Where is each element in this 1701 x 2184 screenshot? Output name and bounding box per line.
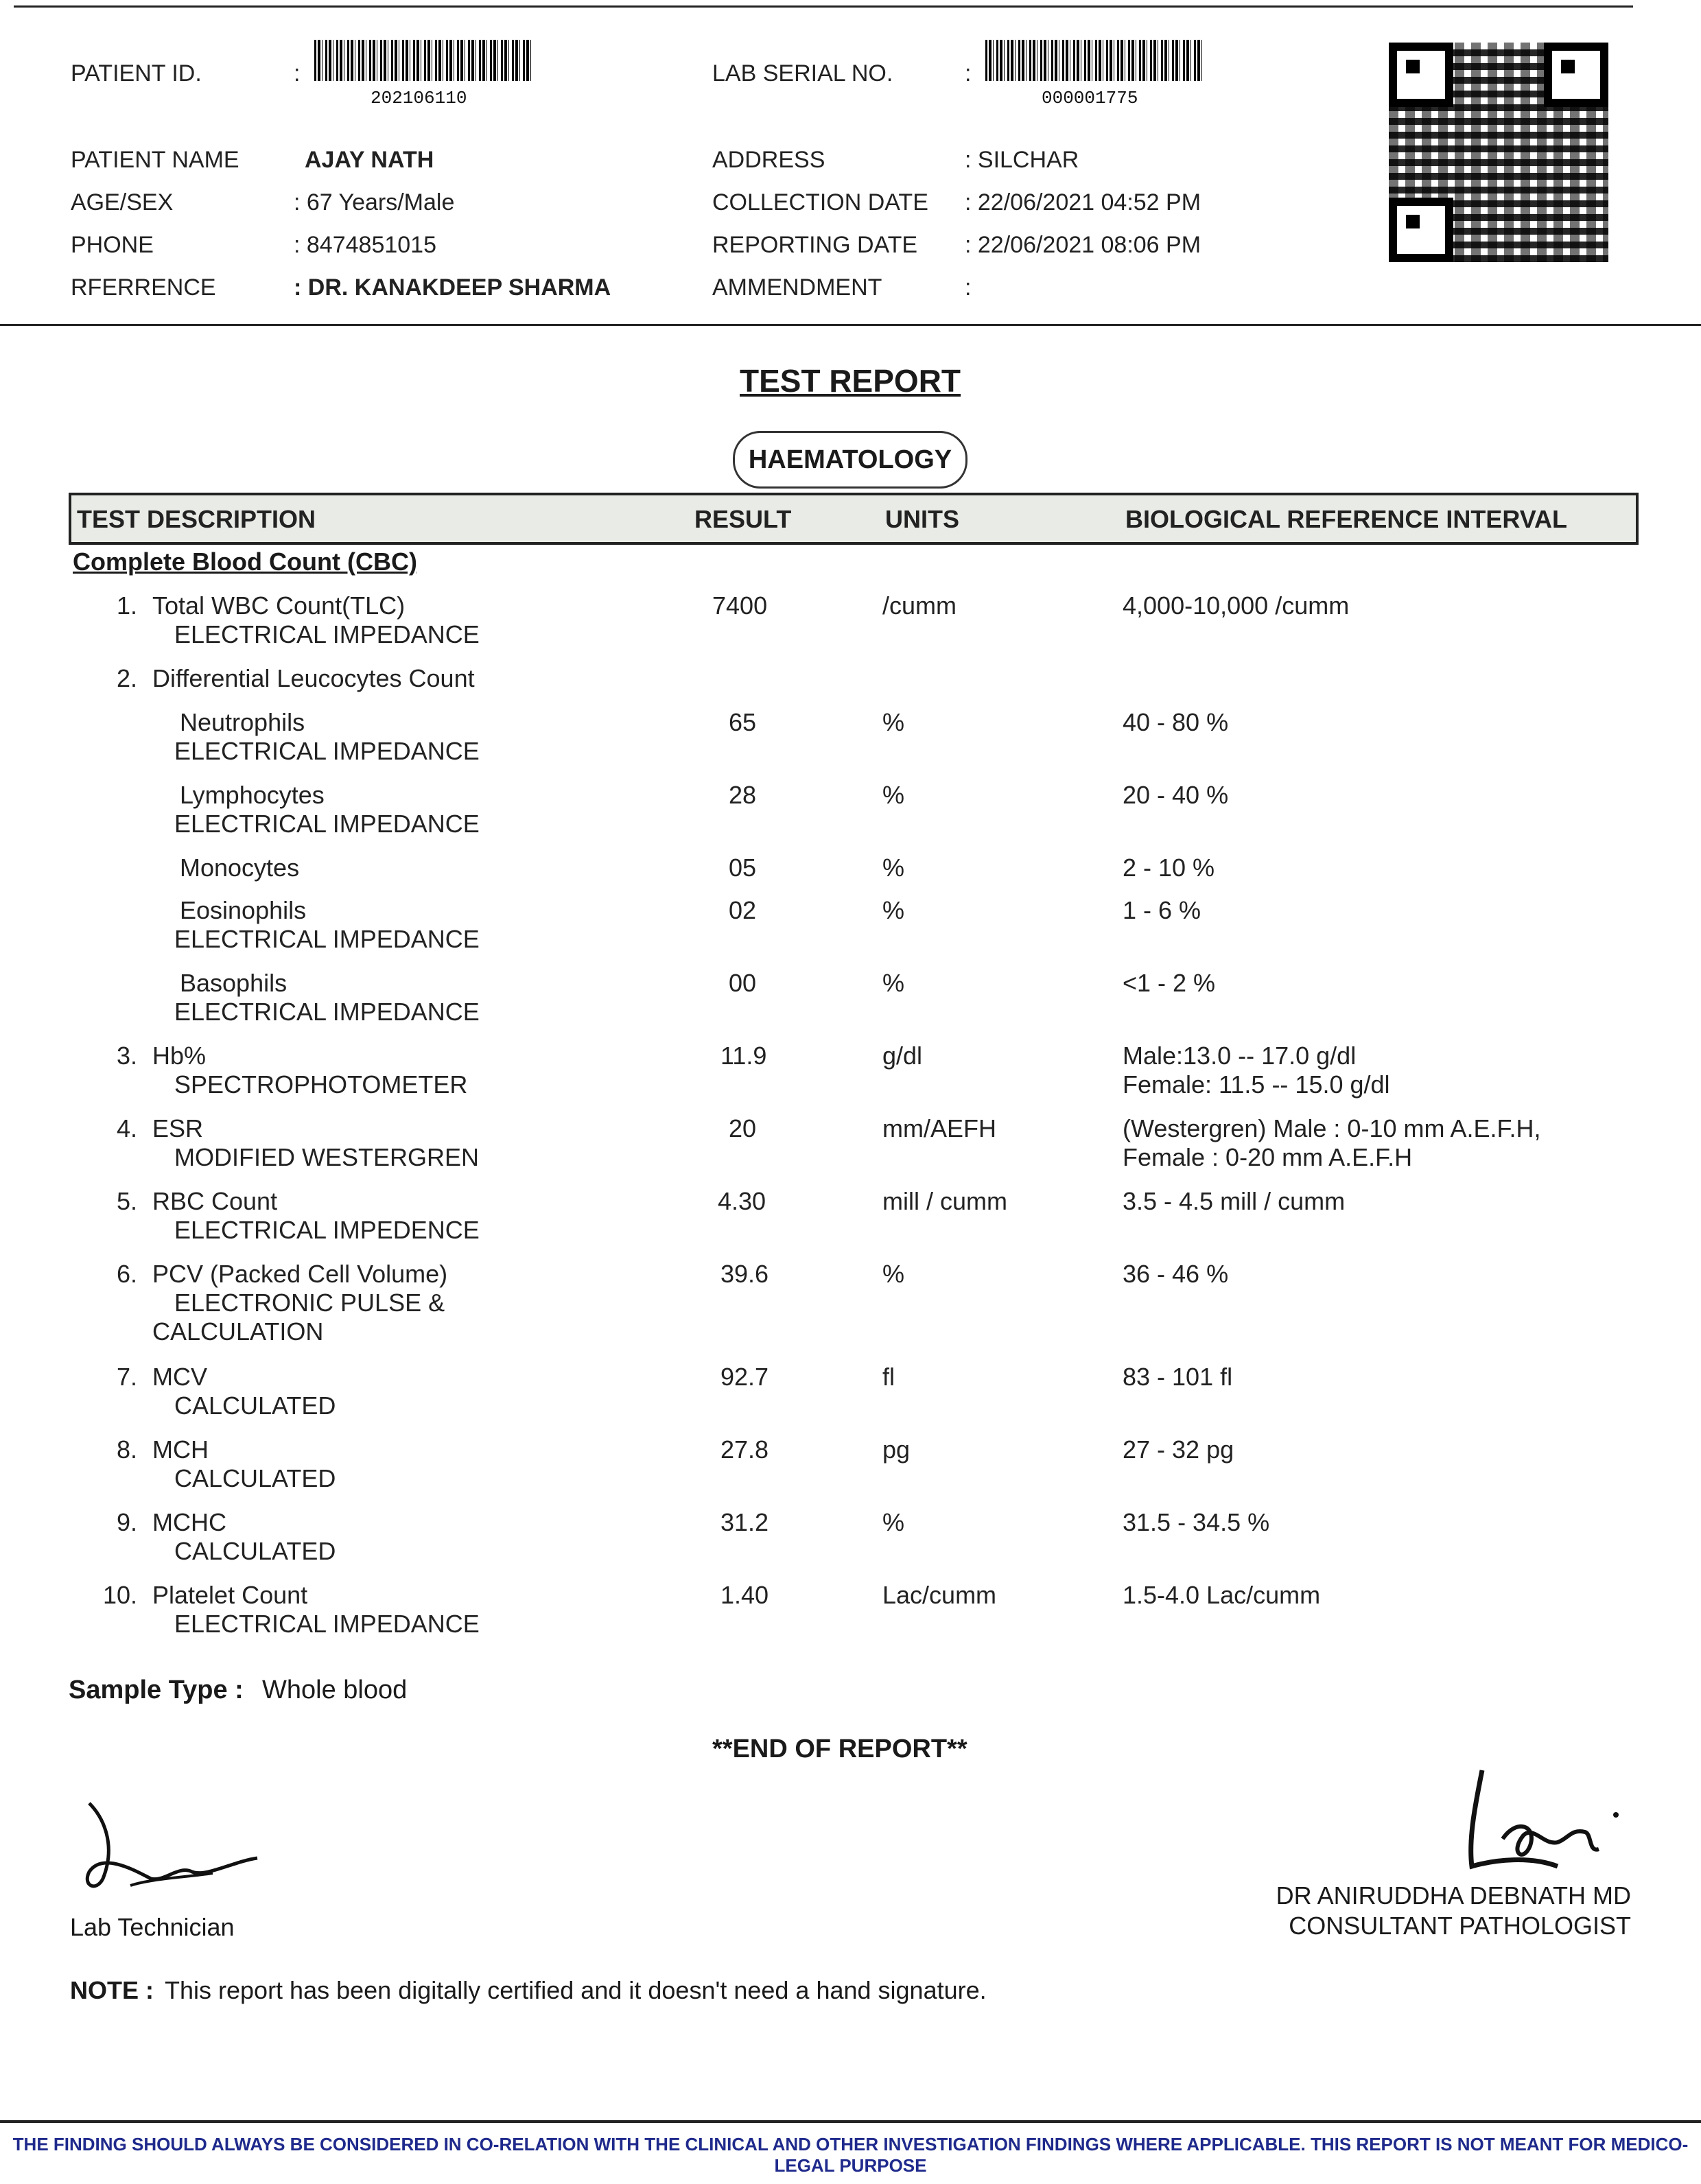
row-test-name: MCV: [152, 1363, 207, 1391]
row-num: 8.: [117, 1435, 138, 1464]
lab-technician-signature: [75, 1796, 268, 1906]
row-test-name: Hb%: [152, 1042, 207, 1070]
age-sex-value: : 67 Years/Male: [294, 189, 455, 215]
row-reference: Male:13.0 -- 17.0 g/dl: [1123, 1042, 1357, 1070]
row-reference: 3.5 - 4.5 mill / cumm: [1123, 1187, 1346, 1215]
row-unit: %: [882, 854, 905, 882]
row-reference-2: Female : 0-20 mm A.E.F.H: [1123, 1143, 1413, 1171]
row-unit: g/dl: [882, 1042, 923, 1070]
row-unit: mm/AEFH: [882, 1114, 996, 1142]
row-num: 5.: [117, 1187, 138, 1215]
col-test-description: TEST DESCRIPTION: [77, 505, 316, 533]
row-reference: 1.5-4.0 Lac/cumm: [1123, 1581, 1321, 1609]
row-test-name: Monocytes: [180, 854, 300, 882]
row-method: ELECTRICAL IMPEDANCE: [174, 925, 480, 953]
ammendment-value: :: [965, 274, 972, 301]
phone-label: PHONE: [71, 232, 154, 258]
row-unit: pg: [882, 1435, 911, 1464]
header-rule: [0, 324, 1701, 326]
row-result: 02: [729, 896, 757, 924]
patient-name-value: AJAY NATH: [305, 147, 434, 173]
row-method: ELECTRICAL IMPEDANCE: [174, 1610, 480, 1638]
row-num: 9.: [117, 1508, 138, 1536]
row-test-name: Basophils: [180, 969, 288, 997]
row-reference: 2 - 10 %: [1123, 854, 1215, 882]
lab-technician-label: Lab Technician: [70, 1913, 235, 1941]
row-reference: <1 - 2 %: [1123, 969, 1216, 997]
row-num: 6.: [117, 1260, 138, 1288]
row-unit: fl: [882, 1363, 895, 1391]
age-sex-label: AGE/SEX: [71, 189, 174, 215]
row-unit: %: [882, 708, 905, 736]
qr-code: [1389, 43, 1608, 262]
row-reference: (Westergren) Male : 0-10 mm A.E.F.H,: [1123, 1114, 1541, 1142]
row-result: 39.6: [720, 1260, 769, 1288]
note-text: This report has been digitally certified and it doesn't need a hand signature.: [165, 1976, 987, 2004]
report-title: TEST REPORT: [740, 363, 961, 399]
row-test-name: PCV (Packed Cell Volume): [152, 1260, 448, 1288]
sample-type-value: Whole blood: [262, 1676, 408, 1704]
row-method: CALCULATED: [174, 1464, 336, 1492]
reporting-date-label: REPORTING DATE: [712, 232, 918, 258]
row-reference: 83 - 101 fl: [1123, 1363, 1233, 1391]
col-reference: BIOLOGICAL REFERENCE INTERVAL: [1125, 505, 1568, 533]
row-method: ELECTRICAL IMPEDANCE: [174, 620, 480, 648]
row-test-name: Lymphocytes: [180, 781, 325, 809]
referrence-value: : DR. KANAKDEEP SHARMA: [294, 274, 611, 301]
row-reference: 27 - 32 pg: [1123, 1435, 1234, 1464]
lab-serial-label: LAB SERIAL NO.: [712, 60, 893, 86]
lab-serial-barcode-text: 000001775: [1042, 88, 1138, 108]
row-result: 27.8: [720, 1435, 769, 1464]
ammendment-label: AMMENDMENT: [712, 274, 882, 301]
row-num: 10.: [103, 1581, 138, 1609]
row-reference: 36 - 46 %: [1123, 1260, 1229, 1288]
end-of-report: **END OF REPORT**: [712, 1735, 967, 1763]
row-unit: %: [882, 896, 905, 924]
pathologist-signature: [1455, 1763, 1633, 1880]
pathologist-role: CONSULTANT PATHOLOGIST: [1289, 1912, 1631, 1940]
row-num: 4.: [117, 1114, 138, 1142]
row-result: 05: [729, 854, 757, 882]
address-value: : SILCHAR: [965, 147, 1079, 173]
patient-id-barcode-text: 202106110: [371, 88, 467, 108]
row-method: ELECTRICAL IMPEDANCE: [174, 998, 480, 1026]
row-unit: %: [882, 969, 905, 997]
row-test-name: Eosinophils: [180, 896, 307, 924]
address-label: ADDRESS: [712, 147, 825, 173]
row-test-name: Platelet Count: [152, 1581, 308, 1609]
row-reference: 31.5 - 34.5 %: [1123, 1508, 1270, 1536]
row-method: SPECTROPHOTOMETER: [174, 1070, 468, 1099]
pathologist-name: DR ANIRUDDHA DEBNATH MD: [1276, 1881, 1631, 1910]
row-result: 92.7: [720, 1363, 769, 1391]
row-method: CALCULATED: [174, 1537, 336, 1565]
row-num: 7.: [117, 1363, 138, 1391]
top-rule: [14, 5, 1633, 8]
row-reference: 1 - 6 %: [1123, 896, 1201, 924]
row-test-name: RBC Count: [152, 1187, 278, 1215]
row-test-name: Neutrophils: [180, 708, 305, 736]
row-reference: 4,000-10,000 /cumm: [1123, 591, 1350, 620]
row-reference-2: Female: 11.5 -- 15.0 g/dl: [1123, 1070, 1390, 1099]
row-num: 1.: [117, 591, 138, 620]
row-test-name: ESR: [152, 1114, 204, 1142]
row-reference: 40 - 80 %: [1123, 708, 1229, 736]
lab-serial-barcode: [985, 40, 1204, 81]
row-result: 4.30: [718, 1187, 766, 1215]
reporting-date-value: : 22/06/2021 08:06 PM: [965, 232, 1201, 258]
row-result: 11.9: [720, 1042, 767, 1070]
note-label: NOTE :: [70, 1976, 154, 2004]
department-badge: HAEMATOLOGY: [733, 431, 967, 489]
row-method: ELECTRICAL IMPEDANCE: [174, 737, 480, 765]
row-result: 65: [729, 708, 757, 736]
referrence-label: RFERRENCE: [71, 274, 216, 301]
row-method: ELECTRICAL IMPEDANCE: [174, 810, 480, 838]
row-unit: %: [882, 1508, 905, 1536]
row-method: ELECTRONIC PULSE &: [174, 1289, 445, 1317]
row-unit: Lac/cumm: [882, 1581, 997, 1609]
phone-value: : 8474851015: [294, 232, 436, 258]
sample-type-label: Sample Type :: [69, 1676, 244, 1704]
row-unit: /cumm: [882, 591, 957, 620]
row-result: 00: [729, 969, 757, 997]
collection-date-label: COLLECTION DATE: [712, 189, 928, 215]
row-result: 31.2: [720, 1508, 769, 1536]
row-test-name: MCH: [152, 1435, 209, 1464]
row-method-2: CALCULATION: [152, 1317, 324, 1346]
row-test-name: MCHC: [152, 1508, 226, 1536]
row-reference: 20 - 40 %: [1123, 781, 1229, 809]
row-result: 7400: [712, 591, 768, 620]
row-result: 1.40: [720, 1581, 769, 1609]
collection-date-value: : 22/06/2021 04:52 PM: [965, 189, 1201, 215]
row-method: MODIFIED WESTERGREN: [174, 1143, 480, 1171]
row-result: 28: [729, 781, 757, 809]
patient-id-barcode: [314, 40, 532, 81]
col-result: RESULT: [694, 505, 792, 533]
row-num: 3.: [117, 1042, 138, 1070]
lab-serial-sep: :: [965, 60, 972, 86]
row-unit: mill / cumm: [882, 1187, 1007, 1215]
row-method: CALCULATED: [174, 1392, 336, 1420]
patient-name-label: PATIENT NAME: [71, 147, 239, 173]
table-header: [69, 493, 1639, 545]
row-num: 2.: [117, 664, 138, 692]
panel-title: Complete Blood Count (CBC): [73, 548, 417, 576]
patient-id-label: PATIENT ID.: [71, 60, 202, 86]
row-method: ELECTRICAL IMPEDENCE: [174, 1216, 480, 1244]
patient-id-sep: :: [294, 60, 301, 86]
footer-rule: [0, 2120, 1701, 2123]
row-test-name: Differential Leucocytes Count: [152, 664, 475, 692]
row-result: 20: [729, 1114, 757, 1142]
row-unit: %: [882, 781, 905, 809]
row-unit: %: [882, 1260, 905, 1288]
row-test-name: Total WBC Count(TLC): [152, 591, 406, 620]
col-units: UNITS: [885, 505, 959, 533]
footer-disclaimer: THE FINDING SHOULD ALWAYS BE CONSIDERED IN CO-RELATION WITH THE CLINICAL AND OTHER INVESTIGATION FINDINGS WHERE APPLICABLE. THIS REPORT IS NOT MEANT FOR MEDICO-LEGAL PURPOSE: [12, 2134, 1689, 2176]
